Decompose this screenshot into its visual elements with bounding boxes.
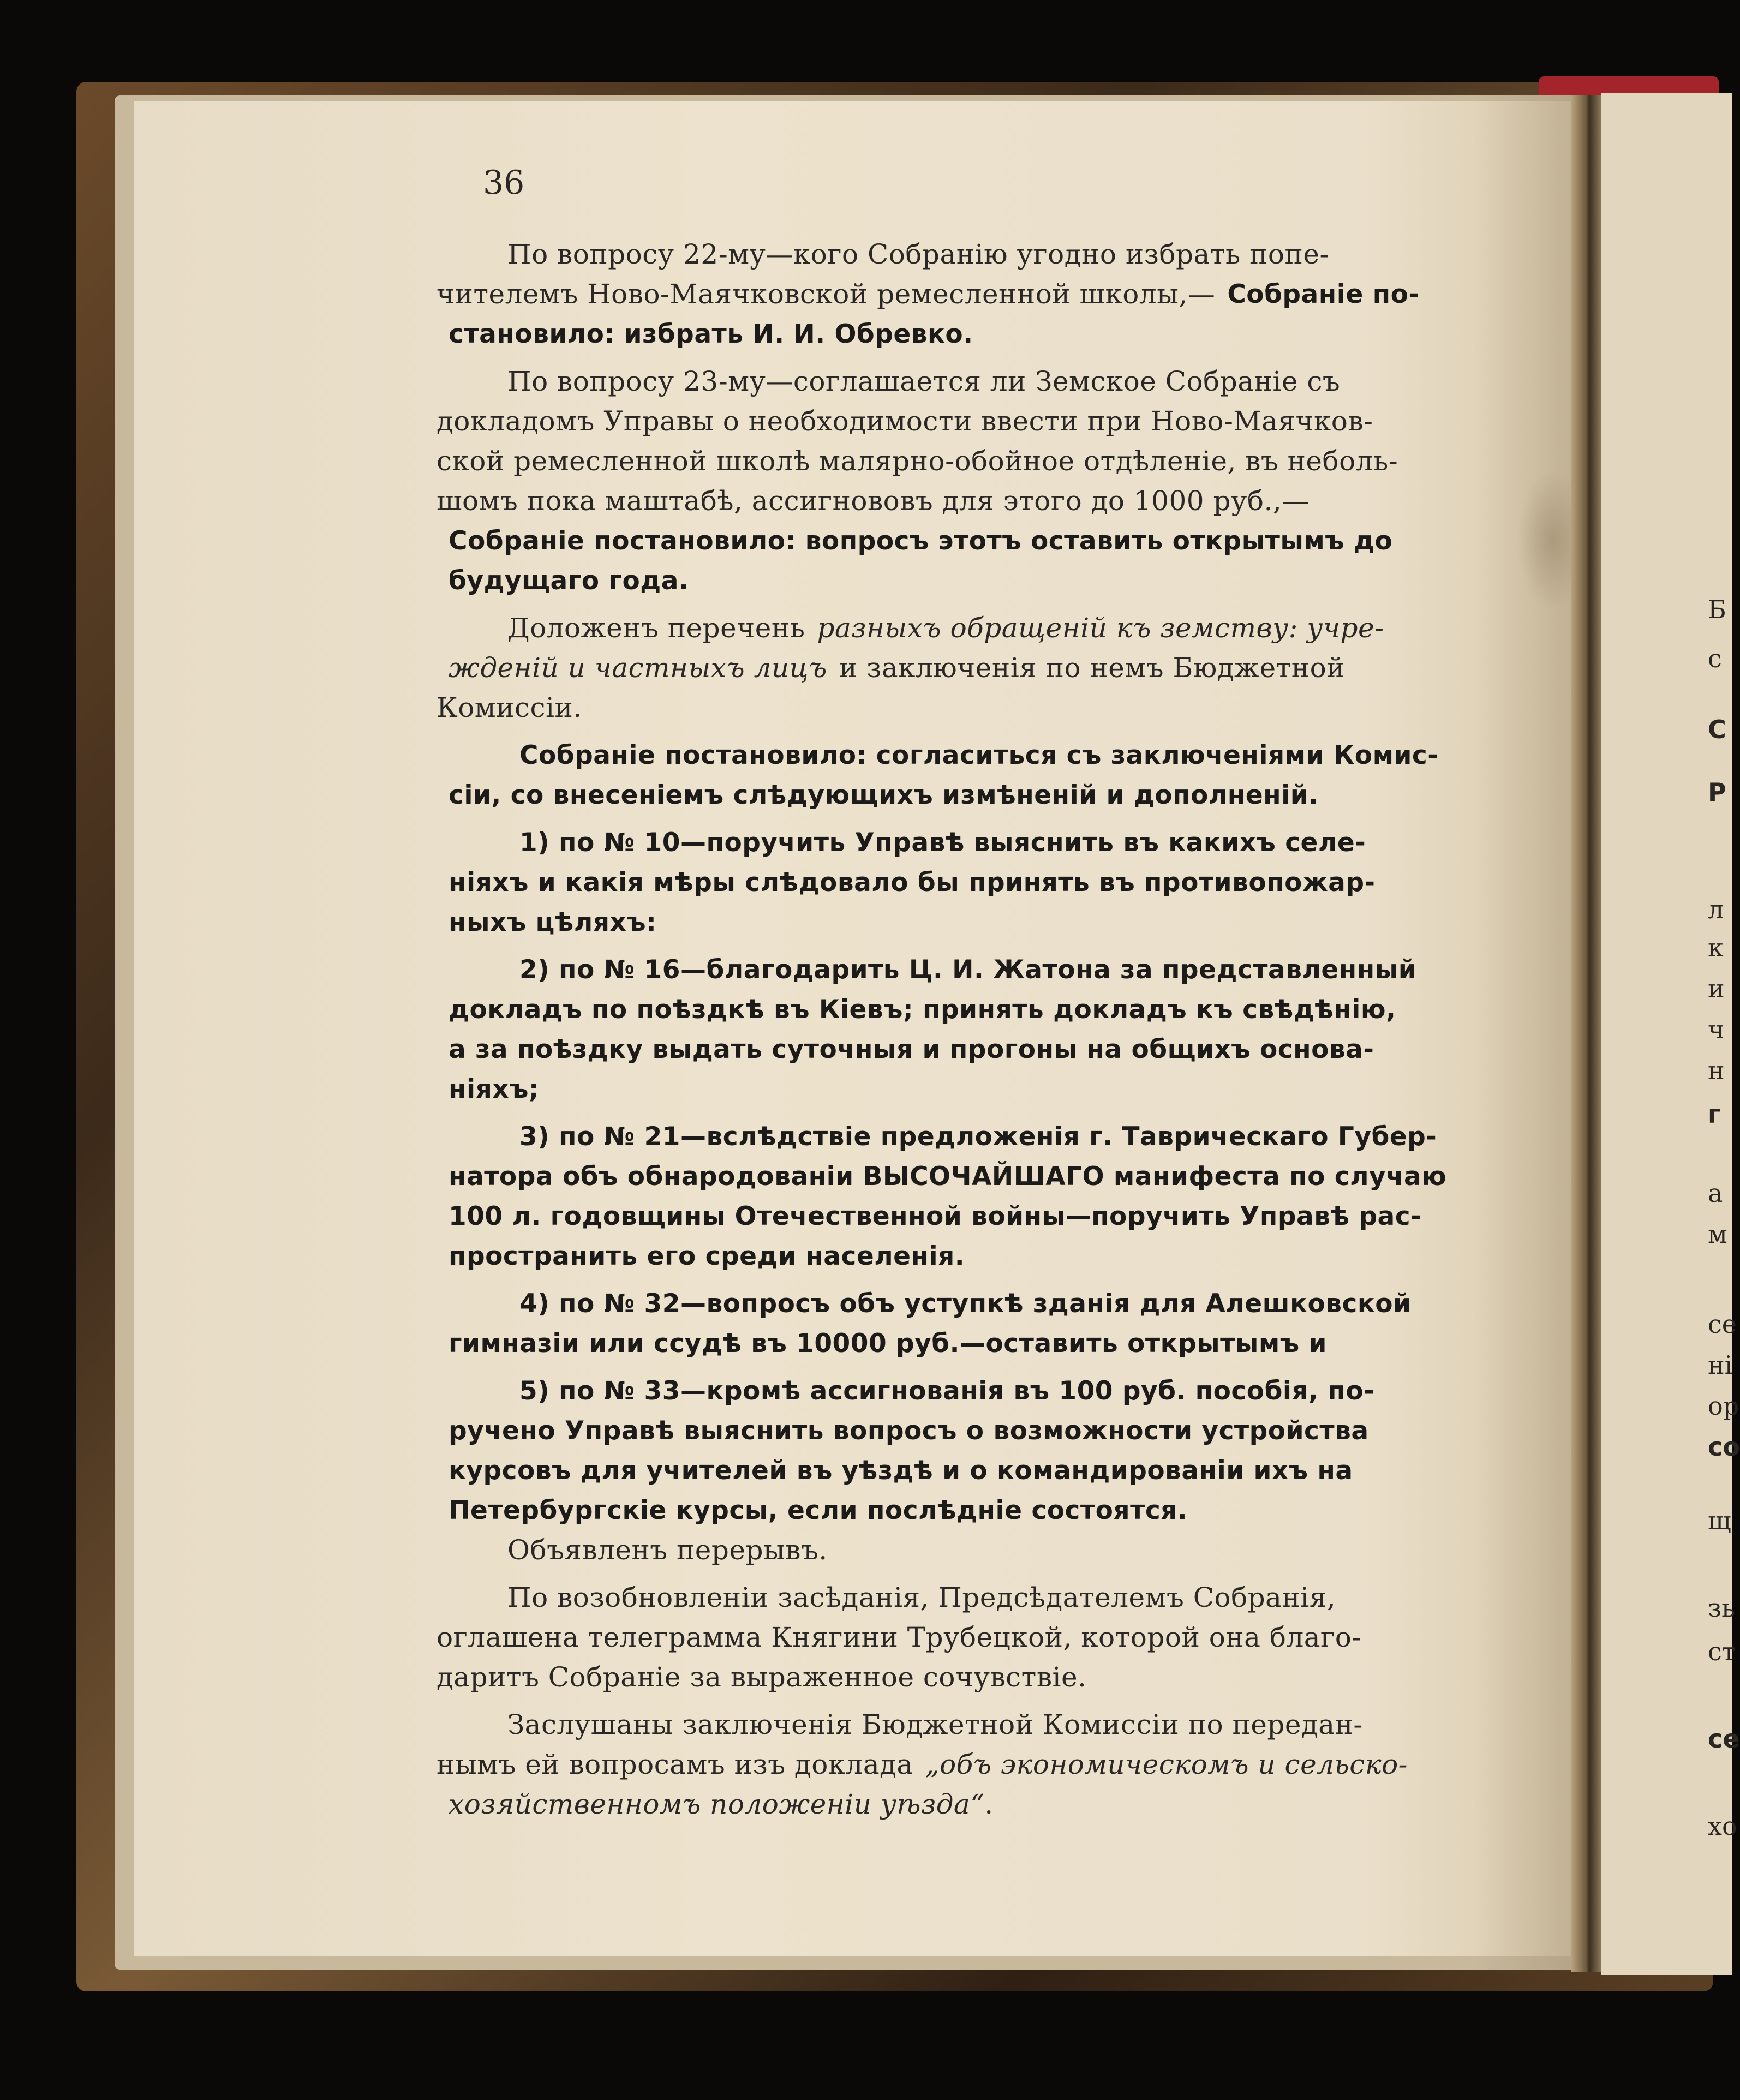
text-line — [437, 990, 1440, 1030]
text-line — [437, 1030, 1440, 1069]
text-span-bold: ніяхъ; — [449, 1074, 540, 1104]
right-fragment: со — [1708, 1432, 1740, 1462]
text-line — [437, 863, 1440, 902]
text-line — [437, 1618, 1440, 1658]
text-line — [437, 775, 1440, 815]
text-span: По вопросу 22-му—кого Собранію угодно избрать попе- — [507, 238, 1329, 270]
right-fragment: н — [1708, 1056, 1725, 1085]
text-span-bold: 1) по № 10—поручить Управѣ выяснить въ какихъ селе- — [519, 828, 1366, 858]
text-line — [437, 1236, 1440, 1276]
text-span-bold: 3) по № 21—вслѣдствіе предложенія г. Таврическаго Губер- — [519, 1122, 1437, 1152]
right-fragment: к — [1708, 933, 1724, 962]
text-span: даритъ Собраніе за выраженное сочувствіе. — [437, 1661, 1087, 1693]
right-fragment: м — [1708, 1219, 1727, 1249]
text-line — [437, 235, 1440, 274]
text-span-bold: гимназіи или ссудѣ въ 10000 руб.—оставить открытымъ и — [449, 1329, 1327, 1359]
text-line — [437, 608, 1440, 648]
text-span-bold: сіи, со внесеніемъ слѣдующихъ измѣненій и дополненій. — [449, 780, 1319, 810]
text-span: Заслушаны заключенія Бюджетной Комиссіи по передан- — [507, 1709, 1363, 1740]
right-fragment: с — [1708, 644, 1722, 673]
right-fragment: зь — [1708, 1593, 1736, 1623]
text-line — [437, 1658, 1440, 1697]
right-fragment: ч — [1708, 1015, 1725, 1044]
right-fragment: се — [1708, 1309, 1737, 1339]
text-span-italic: жденій и частныхъ лицъ — [449, 652, 827, 684]
book-gutter — [1571, 95, 1604, 1972]
text-line — [437, 1324, 1440, 1363]
right-fragment: ні — [1708, 1350, 1733, 1380]
right-fragment: щ — [1708, 1506, 1731, 1535]
text-span: нымъ ей вопросамъ изъ доклада — [437, 1749, 913, 1780]
text-span-bold: пространить его среди населенія. — [449, 1241, 965, 1271]
text-span-bold: ныхъ цѣляхъ: — [449, 907, 657, 937]
text-line — [437, 1157, 1447, 1196]
text-line — [437, 561, 1440, 601]
right-fragment: л — [1708, 895, 1724, 924]
text-span-bold: Петербургскіе курсы, если послѣдніе состоятся. — [449, 1495, 1188, 1525]
text-line — [437, 688, 1440, 728]
text-span-bold: Собраніе постановило: вопросъ этотъ оставить открытымъ до — [449, 526, 1393, 556]
text-span-bold: а за поѣздку выдать суточныя и прогоны на общихъ основа- — [449, 1034, 1374, 1064]
text-line — [437, 1491, 1440, 1530]
text-line — [437, 521, 1440, 561]
right-fragment: ст — [1708, 1637, 1736, 1666]
text-line — [437, 441, 1440, 481]
text-span: шомъ пока маштабѣ, ассигнововъ для этого до 1000 руб.,— — [437, 485, 1310, 517]
right-fragment: Р — [1708, 777, 1726, 807]
text-line — [437, 314, 1440, 354]
text-span-bold: натора объ обнародованіи ВЫСОЧАЙШАГО манифеста по случаю — [449, 1162, 1447, 1192]
text-line — [437, 1069, 1440, 1109]
text-line — [437, 1578, 1440, 1618]
text-span-bold: ручено Управѣ выяснить вопросъ о возможности устройства — [449, 1416, 1369, 1446]
text-line — [437, 1451, 1440, 1491]
text-span: Объявленъ перерывъ. — [507, 1534, 828, 1566]
right-fragment: хо — [1708, 1811, 1737, 1841]
text-span-bold: Собраніе по- — [1227, 279, 1420, 309]
text-span: Комиссіи. — [437, 692, 582, 723]
text-line — [437, 1530, 1440, 1570]
text-line — [437, 1196, 1440, 1236]
text-span-italic: разныхъ обращеній къ земству: учре- — [817, 612, 1384, 644]
text-span: Доложенъ перечень — [507, 612, 805, 644]
text-span: По вопросу 23-му—соглашается ли Земское Собраніе съ — [507, 366, 1341, 397]
text-span-bold: ніяхъ и какія мѣры слѣдовало бы принять въ противопожар- — [449, 867, 1376, 898]
text-line — [437, 902, 1440, 942]
text-span-bold: 4) по № 32—вопросъ объ уступкѣ зданія для Алешковской — [519, 1289, 1412, 1319]
text-span-bold: будущаго года. — [449, 566, 689, 596]
text-span: докладомъ Управы о необходимости ввести при Ново-Маячков- — [437, 405, 1373, 437]
text-span: чителемъ Ново-Маячковской ремесленной школы,— — [437, 278, 1216, 310]
text-span-italic: хозяйственномъ положеніи уѣзда“ — [449, 1788, 985, 1820]
text-line — [437, 1785, 1440, 1824]
text-span: оглашена телеграмма Княгини Трубецкой, которой она благо- — [437, 1622, 1361, 1653]
text-line — [437, 648, 1440, 688]
text-span: ской ремесленной школѣ малярно-обойное отдѣленіе, въ неболь- — [437, 445, 1398, 477]
page-number: 36 — [483, 164, 525, 202]
text-span-bold: 100 л. годовщины Отечественной войны—поручить Управѣ рас- — [449, 1201, 1422, 1231]
text-line — [437, 481, 1440, 521]
text-line — [437, 1117, 1440, 1157]
text-span-bold: становило: избрать И. И. Обревко. — [449, 319, 973, 349]
text-span-bold: 2) по № 16—благодарить Ц. И. Жатона за представленный — [519, 955, 1417, 985]
text-span-bold: Собраніе постановило: согласиться съ заключеніями Комис- — [519, 740, 1439, 770]
right-page — [1601, 93, 1740, 1975]
text-line — [437, 1284, 1440, 1324]
text-span-bold: докладъ по поѣздкѣ въ Кіевъ; принять докладъ къ свѣдѣнію, — [449, 995, 1396, 1025]
text-line — [437, 735, 1440, 775]
text-span: . — [984, 1788, 994, 1820]
text-span: и заключенія по немъ Бюджетной — [839, 652, 1346, 684]
right-fragment: ор — [1708, 1391, 1739, 1421]
right-fragment: г — [1708, 1099, 1721, 1129]
text-span-bold: курсовъ для учителей въ уѣздѣ и о командированіи ихъ на — [449, 1456, 1353, 1486]
text-line — [437, 362, 1440, 402]
text-line — [437, 1705, 1440, 1745]
page-text — [437, 235, 1447, 1824]
text-line — [437, 274, 1440, 314]
right-fragment: Б — [1708, 595, 1726, 624]
right-fragment: и — [1708, 974, 1725, 1003]
page-shadow — [1473, 95, 1571, 1972]
text-span-bold: 5) по № 33—кромѣ ассигнованія въ 100 руб. пособія, по- — [519, 1376, 1375, 1406]
text-line — [437, 1745, 1440, 1785]
text-line — [437, 1411, 1440, 1451]
text-line — [437, 1371, 1440, 1411]
right-fragment: С — [1708, 715, 1726, 744]
text-line — [437, 402, 1440, 441]
right-fragment: се — [1708, 1724, 1740, 1754]
text-line — [437, 950, 1440, 990]
text-span: По возобновленіи засѣданія, Предсѣдателемъ Собранія, — [507, 1582, 1336, 1613]
text-line — [437, 823, 1440, 863]
text-span-italic: „объ экономическомъ и сельско- — [925, 1749, 1408, 1780]
right-fragment: а — [1708, 1178, 1723, 1208]
